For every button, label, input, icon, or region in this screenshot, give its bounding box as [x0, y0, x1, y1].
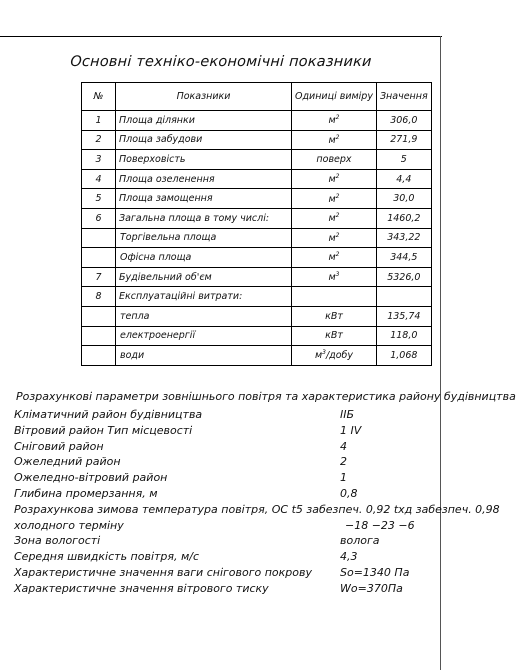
climate-row-label: Вітровий район Тип місцевості	[14, 423, 193, 437]
row-unit: $м^2$	[292, 208, 377, 228]
row-indicator: Поверховість	[116, 150, 292, 170]
climate-row-label: Сніговий район	[14, 439, 104, 453]
row-value: 271,9	[376, 130, 431, 150]
row-value: 5326,0	[376, 267, 431, 287]
row-value: 1,068	[376, 346, 431, 366]
climate-row-label: Зона вологості	[14, 534, 101, 548]
row-value: 1460,2	[376, 208, 431, 228]
climate-row-label: Характеристичне значення ваги снігового покрову	[14, 566, 312, 579]
climate-row-value: Wo=370Па	[340, 581, 403, 595]
climate-row-value: ІІБ	[340, 408, 355, 421]
row-indicator: води	[116, 346, 292, 366]
row-value: 306,0	[376, 111, 431, 131]
row-indicator: Площа озеленення	[116, 169, 292, 189]
row-value: 344,5	[376, 248, 431, 268]
row-unit: $м^2$	[292, 189, 377, 209]
climate-row-label: Середня швидкість повітря, м/с	[14, 550, 200, 564]
row-indicator: Площа ділянки	[116, 111, 292, 131]
row-value: 135,74	[376, 306, 431, 326]
header-number: №	[82, 83, 116, 111]
climate-row-value: 1 ІV	[340, 423, 362, 437]
row-value: 30,0	[376, 189, 431, 209]
row-indicator: Будівельний об'єм	[116, 267, 292, 287]
climate-row-label: Кліматичний район будівництва	[14, 408, 203, 421]
page-title: Основні техніко-економічні показники	[69, 54, 373, 70]
row-unit: поверх	[292, 150, 377, 170]
row-number: 3	[82, 150, 116, 170]
header-unit: Одиниці виміру	[292, 83, 377, 111]
climate-row-value: 2	[340, 455, 347, 469]
row-indicator: Торгівельна площа	[116, 228, 292, 248]
climate-row-value: So=1340 Па	[340, 566, 410, 579]
row-unit: $м^2$	[292, 248, 377, 268]
climate-row-value: 1	[340, 471, 347, 485]
row-unit: $м^2$	[292, 111, 377, 131]
climate-row-value: −18 −23 −6	[345, 518, 415, 532]
climate-header: Розрахункові параметри зовнішнього повітря та характеристика району будівництва	[16, 390, 516, 403]
row-unit: кВт	[292, 306, 377, 326]
row-number: 4	[82, 169, 116, 189]
row-number: 7	[82, 267, 116, 287]
row-value: 118,0	[376, 326, 431, 346]
row-number: 5	[82, 189, 116, 209]
row-unit: $м^2$	[292, 169, 377, 189]
climate-row-label: Характеристичне значення вітрового тиску	[14, 581, 269, 595]
row-indicator: Експлуатаційні витрати:	[116, 287, 292, 307]
climate-row-label: Ожеледно-вітровий район	[14, 471, 168, 485]
row-unit: кВт	[292, 326, 377, 346]
row-unit: $м^3$/добу	[292, 346, 377, 366]
climate-row-label: холодного терміну	[14, 518, 124, 532]
row-unit: $м^2$	[292, 130, 377, 150]
climate-row-value: 0,8	[340, 487, 358, 500]
climate-row-value: 4,3	[340, 550, 358, 564]
row-number: 8	[82, 287, 116, 307]
climate-row-value: 4	[340, 439, 347, 453]
climate-row-value: волога	[340, 534, 380, 548]
row-value: 343,22	[376, 228, 431, 248]
right-frame-line	[440, 36, 441, 670]
row-indicator: Загальна площа в тому числі:	[116, 208, 292, 228]
row-indicator: електроенергії	[116, 326, 292, 346]
row-indicator: Офісна площа	[116, 248, 292, 268]
climate-row-label: Розрахункова зимова температура повітря, ОС t5 забезпеч. 0,92 txд забезпеч. 0,98	[14, 502, 500, 516]
header-value: Значення	[376, 83, 431, 111]
row-number: 6	[82, 208, 116, 228]
row-value: 4,4	[376, 169, 431, 189]
row-indicator: тепла	[116, 306, 292, 326]
header-indicator: Показники	[116, 83, 292, 111]
row-indicator: Площа забудови	[116, 130, 292, 150]
row-value: 5	[376, 150, 431, 170]
row-number: 2	[82, 130, 116, 150]
climate-row-label: Ожеледний район	[14, 455, 121, 469]
row-number: 1	[82, 111, 116, 131]
row-unit: $м^2$	[292, 228, 377, 248]
climate-row-label: Глибина промерзання, м	[14, 487, 158, 500]
row-unit: $м^3$	[292, 267, 377, 287]
row-indicator: Площа замощення	[116, 189, 292, 209]
